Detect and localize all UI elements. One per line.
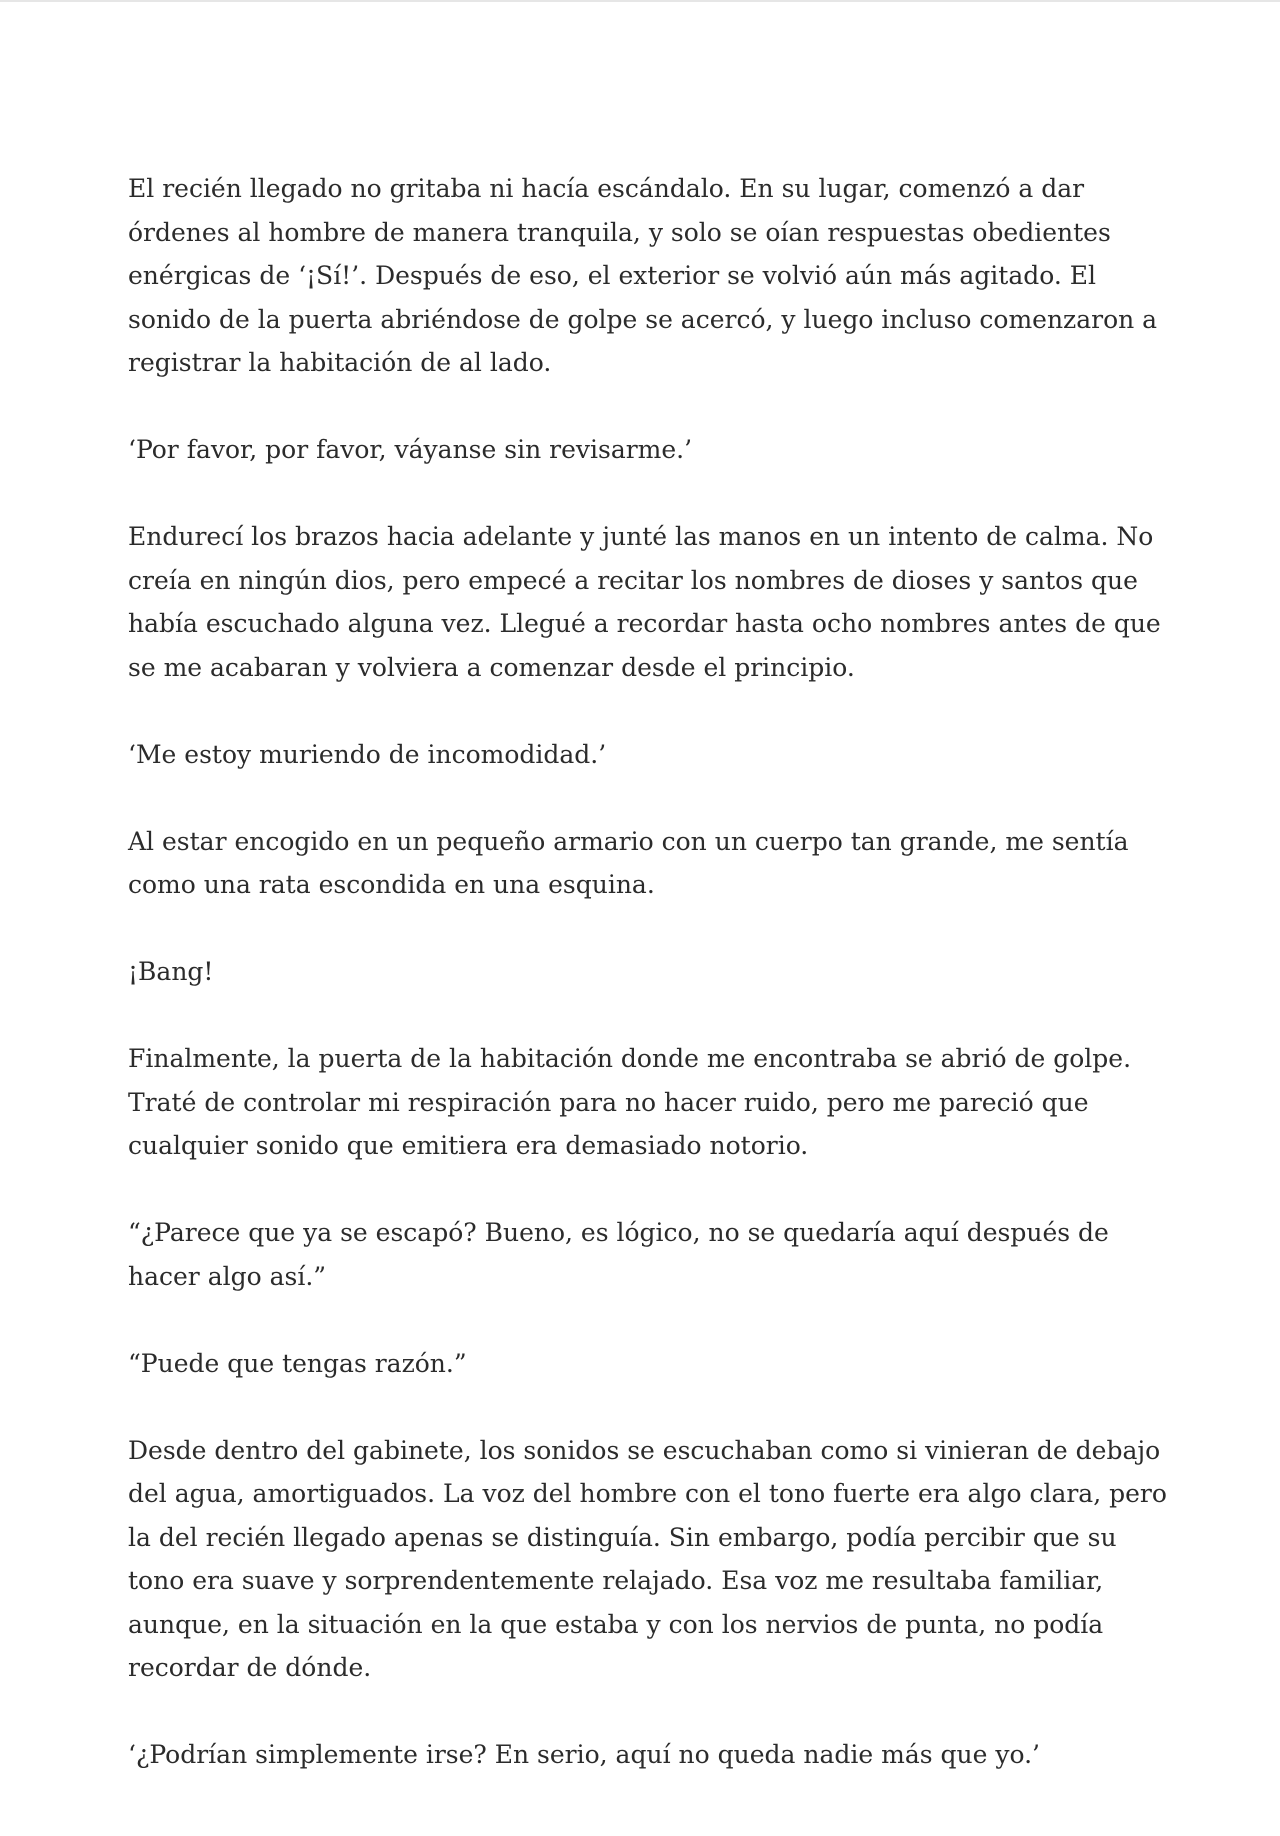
paragraph: ¡Bang! <box>128 957 214 986</box>
document-body <box>128 167 1168 1820</box>
paragraph: “Puede que tengas razón.” <box>128 1348 467 1378</box>
top-divider <box>0 0 1280 2</box>
paragraph: Desde dentro del gabinete, los sonidos se escuchaban como si vinieran de debajo del agua, amortiguados. La voz del hombre con el tono fuerte era algo clara, pero la del recién llegado apenas se distinguía. Sin embargo, podía percibir que su tono era suave y sorprendentemente relajado. Esa voz me resultaba familiar, aunque, en la situación en la que estaba y con los nervios de punta, no podía recordar de dónde. <box>128 1435 1167 1682</box>
paragraph: Al estar encogido en un pequeño armario con un cuerpo tan grande, me sentía como una rata escondida en una esquina. <box>128 826 1129 899</box>
paragraph: ‘Me estoy muriendo de incomodidad.’ <box>128 739 607 769</box>
paragraph: ‘Por favor, por favor, váyanse sin revisarme.’ <box>128 435 693 464</box>
paragraph: “¿Parece que ya se escapó? Bueno, es lógico, no se quedaría aquí después de hacer algo así.” <box>128 1218 1109 1291</box>
paragraph: Endurecí los brazos hacia adelante y junté las manos en un intento de calma. No creía en ningún dios, pero empecé a recitar los nombres de dioses y santos que había escuchado alguna vez. Llegué a recordar hasta ocho nombres antes de que se me acabaran y volviera a comenzar desde el principio. <box>128 522 1161 682</box>
paragraph: Finalmente, la puerta de la habitación donde me encontraba se abrió de golpe. Traté de controlar mi respiración para no hacer ruido, pero me pareció que cualquier sonido que emitiera era demasiado notorio. <box>128 1044 1132 1160</box>
paragraph: ‘¿Podrían simplemente irse? En serio, aquí no queda nadie más que yo.’ <box>128 1740 1040 1769</box>
paragraph: El recién llegado no gritaba ni hacía escándalo. En su lugar, comenzó a dar órdenes al hombre de manera tranquila, y solo se oían respuestas obedientes enérgicas de ‘¡Sí!’. Después de eso, el exterior se volvió aún más agitado. El sonido de la puerta abriéndose de golpe se acercó, y luego incluso comenzaron a registrar la habitación de al lado. <box>128 174 1158 377</box>
